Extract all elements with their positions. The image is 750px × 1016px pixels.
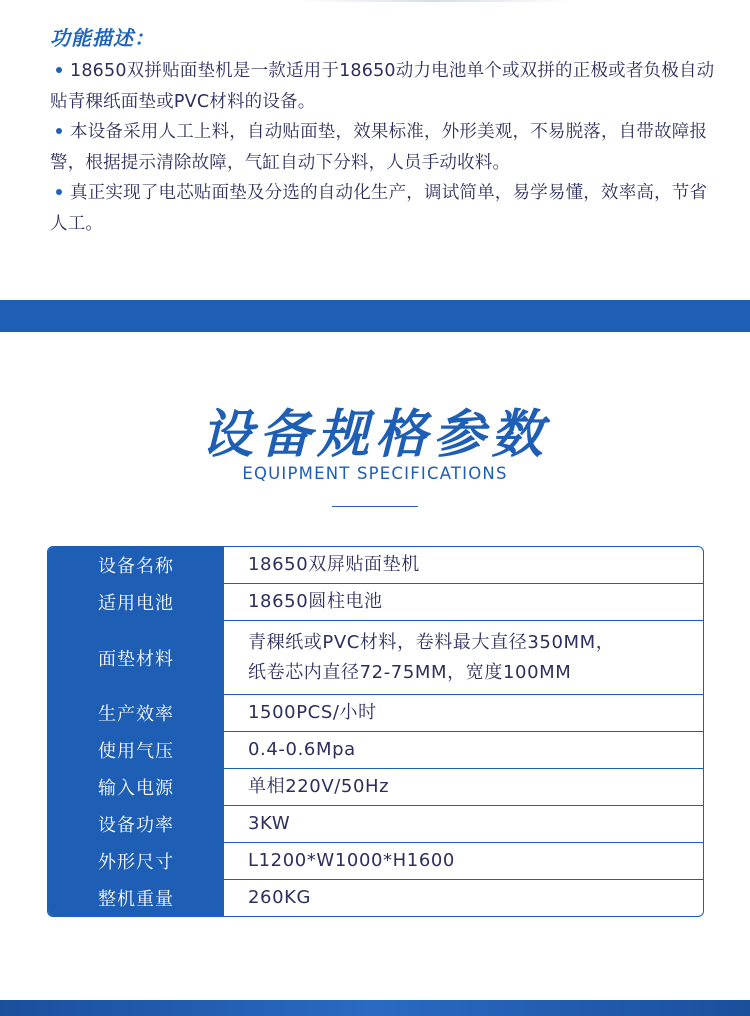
footer-band [0, 1000, 750, 1016]
spec-value-line: 3KW [248, 813, 291, 834]
function-item-text: 18650双拼贴面垫机是一款适用于18650动力电池单个或双拼的正极或者负极自动贴青稞纸面垫或PVC材料的设备。 [50, 61, 715, 112]
top-divider [300, 0, 570, 2]
spec-key: 整机重量 [48, 880, 224, 916]
function-description [50, 56, 718, 239]
function-item [50, 178, 718, 239]
spec-value [224, 621, 703, 694]
spec-title-underline [332, 506, 418, 507]
function-heading: 功能描述： [50, 26, 155, 50]
spec-row [48, 768, 703, 805]
spec-value [224, 769, 703, 805]
spec-key: 面垫材料 [48, 621, 224, 694]
spec-key: 输入电源 [48, 769, 224, 805]
bullet-dot-icon [56, 67, 62, 73]
spec-value-line: 260KG [248, 887, 312, 908]
spec-key: 使用气压 [48, 732, 224, 768]
spec-key: 设备名称 [48, 547, 224, 583]
function-item-text: 真正实现了电芯贴面垫及分选的自动化生产，调试简单，易学易懂，效率高，节省人工。 [50, 183, 708, 234]
section-band [0, 300, 750, 332]
spec-value-line: 单相220V/50Hz [248, 776, 390, 797]
function-item [50, 56, 718, 117]
function-item [50, 117, 718, 178]
spec-row [48, 583, 703, 620]
spec-value-line: 1500PCS/小时 [248, 702, 377, 723]
spec-key: 设备功率 [48, 806, 224, 842]
spec-value [224, 584, 703, 620]
spec-row [48, 620, 703, 694]
spec-table [47, 546, 704, 917]
spec-value [224, 732, 703, 768]
spec-value-line: 18650圆柱电池 [248, 591, 383, 612]
function-item-text: 本设备采用人工上料，自动贴面垫，效果标准，外形美观，不易脱落，自带故障报警，根据提示清除故障，气缸自动下分料，人员手动收料。 [50, 122, 708, 173]
spec-title: 设备规格参数 [200, 405, 549, 465]
spec-row [48, 694, 703, 731]
spec-value [224, 547, 703, 583]
spec-key: 生产效率 [48, 695, 224, 731]
spec-row [48, 731, 703, 768]
spec-row [48, 842, 703, 879]
spec-value-line: 青稞纸或PVC材料，卷料最大直径350MM， [248, 631, 615, 653]
spec-value [224, 695, 703, 731]
spec-row [48, 805, 703, 842]
bullet-dot-icon [56, 189, 62, 195]
spec-row [48, 879, 703, 916]
spec-key: 外形尺寸 [48, 843, 224, 879]
spec-value-line: L1200*W1000*H1600 [248, 850, 455, 871]
spec-subtitle: EQUIPMENT SPECIFICATIONS [242, 464, 508, 483]
spec-value [224, 843, 703, 879]
spec-value [224, 880, 703, 916]
spec-value [224, 806, 703, 842]
spec-value-line: 0.4-0.6Mpa [248, 739, 356, 760]
spec-row [48, 547, 703, 583]
spec-value-line: 18650双屏贴面垫机 [248, 554, 420, 575]
bullet-dot-icon [56, 128, 62, 134]
spec-value-line: 纸卷芯内直径72-75MM，宽度100MM [248, 661, 572, 683]
spec-key: 适用电池 [48, 584, 224, 620]
